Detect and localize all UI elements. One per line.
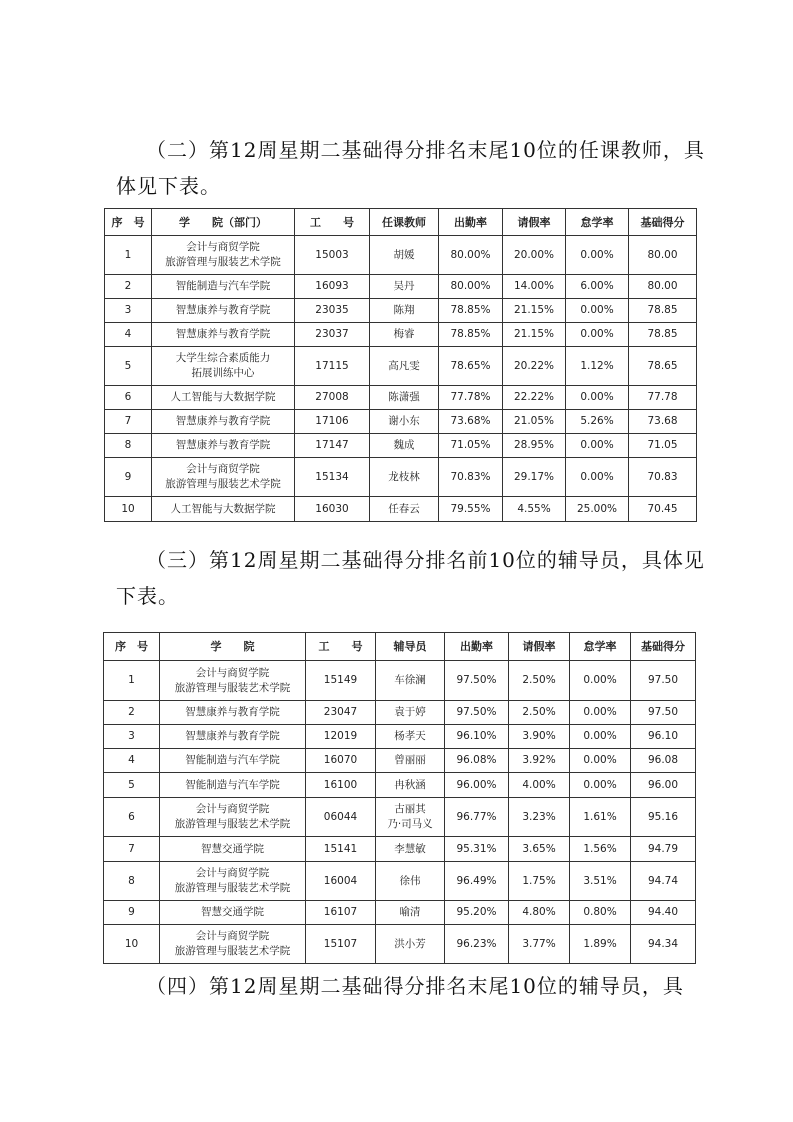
table-cell: 6.00% <box>566 275 629 299</box>
table-row <box>105 386 697 410</box>
table-cell: 8 <box>105 434 152 458</box>
table-cell: 9 <box>105 458 152 497</box>
table-cell: 曾丽丽 <box>376 749 445 773</box>
table-header-row <box>104 633 696 661</box>
table-cell: 71.05 <box>629 434 697 458</box>
paragraph-section-4 <box>116 968 706 1004</box>
table-cell: 3.65% <box>509 837 570 862</box>
table-cell: 谢小东 <box>370 410 439 434</box>
table-cell: 4.55% <box>503 497 566 522</box>
table-cell: 3.51% <box>570 862 631 901</box>
header-cell: 辅导员 <box>376 633 445 661</box>
table-cell: 78.85% <box>439 299 503 323</box>
table-cell: 78.85 <box>629 323 697 347</box>
table-cell: 16093 <box>295 275 370 299</box>
header-cell: 基础得分 <box>629 209 697 236</box>
table-cell: 智慧交通学院 <box>160 901 306 925</box>
table-row <box>104 773 696 798</box>
header-cell: 工 号 <box>295 209 370 236</box>
table-cell: 95.20% <box>445 901 509 925</box>
table-row <box>105 275 697 299</box>
table-cell: 17147 <box>295 434 370 458</box>
table-cell: 徐伟 <box>376 862 445 901</box>
table-cell: 77.78% <box>439 386 503 410</box>
table-cell: 73.68 <box>629 410 697 434</box>
table-row <box>105 458 697 497</box>
table-cell: 16004 <box>306 862 376 901</box>
table-cell: 3.77% <box>509 925 570 964</box>
table-cell: 97.50 <box>631 661 696 701</box>
header-cell: 任课教师 <box>370 209 439 236</box>
table-cell: 洪小芳 <box>376 925 445 964</box>
table-cell: 16070 <box>306 749 376 773</box>
table-cell: 0.00% <box>566 323 629 347</box>
table-cell: 古丽其 乃·司马义 <box>376 798 445 837</box>
table-cell: 23047 <box>306 701 376 725</box>
table-cell: 70.83 <box>629 458 697 497</box>
table-cell: 78.65 <box>629 347 697 386</box>
header-cell: 出勤率 <box>445 633 509 661</box>
paragraph-section-4-text: （四）第12周星期二基础得分排名末尾10位的辅导员，具 <box>146 974 684 998</box>
table-cell: 2 <box>104 701 160 725</box>
table-cell: 10 <box>105 497 152 522</box>
table-cell: 97.50% <box>445 661 509 701</box>
table-cell: 智慧康养与教育学院 <box>160 701 306 725</box>
table-cell: 10 <box>104 925 160 964</box>
header-cell: 序 号 <box>105 209 152 236</box>
header-cell: 学 院（部门） <box>152 209 295 236</box>
table-cell: 0.00% <box>566 299 629 323</box>
table-cell: 96.10 <box>631 725 696 749</box>
table-row <box>104 661 696 701</box>
table-cell: 智慧康养与教育学院 <box>160 725 306 749</box>
table-cell: 12019 <box>306 725 376 749</box>
table-cell: 3 <box>105 299 152 323</box>
table-cell: 22.22% <box>503 386 566 410</box>
table-cell: 73.68% <box>439 410 503 434</box>
table-cell: 车徐澜 <box>376 661 445 701</box>
table-cell: 0.00% <box>566 236 629 275</box>
table-cell: 95.31% <box>445 837 509 862</box>
table-cell: 0.00% <box>570 773 631 798</box>
table-cell: 胡媛 <box>370 236 439 275</box>
table-row <box>104 701 696 725</box>
table-cell: 4 <box>104 749 160 773</box>
table-cell: 9 <box>104 901 160 925</box>
table-cell: 会计与商贸学院 旅游管理与服装艺术学院 <box>160 925 306 964</box>
table-cell: 会计与商贸学院 旅游管理与服装艺术学院 <box>160 862 306 901</box>
table-cell: 任春云 <box>370 497 439 522</box>
table-cell: 94.40 <box>631 901 696 925</box>
table-cell: 3.92% <box>509 749 570 773</box>
table-cell: 智慧康养与教育学院 <box>152 410 295 434</box>
paragraph-section-3 <box>116 542 706 614</box>
table-cell: 3.23% <box>509 798 570 837</box>
table-cell: 25.00% <box>566 497 629 522</box>
table-cell: 95.16 <box>631 798 696 837</box>
table-cell: 会计与商贸学院 旅游管理与服装艺术学院 <box>160 661 306 701</box>
table-cell: 4.00% <box>509 773 570 798</box>
table-cell: 2.50% <box>509 701 570 725</box>
table-cell: 96.10% <box>445 725 509 749</box>
table-cell: 94.34 <box>631 925 696 964</box>
table-cell: 智慧康养与教育学院 <box>152 434 295 458</box>
table-cell: 陈潇强 <box>370 386 439 410</box>
table-row <box>105 299 697 323</box>
table-cell: 7 <box>105 410 152 434</box>
table-cell: 21.05% <box>503 410 566 434</box>
table-cell: 会计与商贸学院 旅游管理与服装艺术学院 <box>160 798 306 837</box>
table-cell: 0.80% <box>570 901 631 925</box>
table-cell: 1 <box>104 661 160 701</box>
header-cell: 请假率 <box>509 633 570 661</box>
table-cell: 15003 <box>295 236 370 275</box>
table-cell: 80.00% <box>439 275 503 299</box>
header-cell: 学 院 <box>160 633 306 661</box>
table-cell: 15107 <box>306 925 376 964</box>
table-cell: 智慧康养与教育学院 <box>152 323 295 347</box>
table-cell: 96.08% <box>445 749 509 773</box>
table-cell: 人工智能与大数据学院 <box>152 386 295 410</box>
table-cell: 96.00% <box>445 773 509 798</box>
table-cell: 80.00% <box>439 236 503 275</box>
table-cell: 0.00% <box>570 725 631 749</box>
table-cell: 智慧交通学院 <box>160 837 306 862</box>
table-cell: 15141 <box>306 837 376 862</box>
table-cell: 会计与商贸学院 旅游管理与服装艺术学院 <box>152 236 295 275</box>
header-cell: 基础得分 <box>631 633 696 661</box>
table-cell: 5 <box>105 347 152 386</box>
table-cell: 0.00% <box>570 661 631 701</box>
teacher-bottom10-table <box>104 208 697 522</box>
header-cell: 工 号 <box>306 633 376 661</box>
table-cell: 23035 <box>295 299 370 323</box>
table-cell: 70.83% <box>439 458 503 497</box>
table-cell: 人工智能与大数据学院 <box>152 497 295 522</box>
header-cell: 序 号 <box>104 633 160 661</box>
paragraph-section-2-text: （二）第12周星期二基础得分排名末尾10位的任课教师，具体见下表。 <box>116 138 705 198</box>
table-cell: 1.89% <box>570 925 631 964</box>
table-cell: 96.23% <box>445 925 509 964</box>
table-cell: 17106 <box>295 410 370 434</box>
table-cell: 28.95% <box>503 434 566 458</box>
table-cell: 94.79 <box>631 837 696 862</box>
paragraph-section-2 <box>116 132 706 204</box>
table-cell: 6 <box>105 386 152 410</box>
table-cell: 智能制造与汽车学院 <box>160 773 306 798</box>
table-cell: 5 <box>104 773 160 798</box>
table-cell: 23037 <box>295 323 370 347</box>
table-cell: 1 <box>105 236 152 275</box>
table-row <box>104 901 696 925</box>
table-cell: 袁于婷 <box>376 701 445 725</box>
header-cell: 怠学率 <box>570 633 631 661</box>
table-cell: 1.56% <box>570 837 631 862</box>
table-cell: 96.49% <box>445 862 509 901</box>
table-row <box>105 323 697 347</box>
table-row <box>105 347 697 386</box>
table-cell: 96.77% <box>445 798 509 837</box>
table-cell: 智能制造与汽车学院 <box>160 749 306 773</box>
table-cell: 29.17% <box>503 458 566 497</box>
table-cell: 15134 <box>295 458 370 497</box>
table-cell: 27008 <box>295 386 370 410</box>
header-cell: 怠学率 <box>566 209 629 236</box>
table-cell: 17115 <box>295 347 370 386</box>
table-row <box>104 837 696 862</box>
table-cell: 冉秋涵 <box>376 773 445 798</box>
table-cell: 0.00% <box>570 701 631 725</box>
table-cell: 0.00% <box>566 386 629 410</box>
table-cell: 会计与商贸学院 旅游管理与服装艺术学院 <box>152 458 295 497</box>
table-cell: 16030 <box>295 497 370 522</box>
table-cell: 梅睿 <box>370 323 439 347</box>
table-cell: 16107 <box>306 901 376 925</box>
table-cell: 21.15% <box>503 299 566 323</box>
table-cell: 20.22% <box>503 347 566 386</box>
table-cell: 智慧康养与教育学院 <box>152 299 295 323</box>
table-cell: 5.26% <box>566 410 629 434</box>
table-cell: 高凡雯 <box>370 347 439 386</box>
table-cell: 2 <box>105 275 152 299</box>
table-cell: 96.08 <box>631 749 696 773</box>
table-cell: 15149 <box>306 661 376 701</box>
table-cell: 97.50 <box>631 701 696 725</box>
table-cell: 80.00 <box>629 275 697 299</box>
table-cell: 智能制造与汽车学院 <box>152 275 295 299</box>
table-cell: 3 <box>104 725 160 749</box>
table-cell: 大学生综合素质能力 拓展训练中心 <box>152 347 295 386</box>
table-cell: 杨孝天 <box>376 725 445 749</box>
table-cell: 78.85 <box>629 299 697 323</box>
table-cell: 0.00% <box>566 458 629 497</box>
table-row <box>105 497 697 522</box>
counselor-top10-table <box>103 632 696 964</box>
table-cell: 8 <box>104 862 160 901</box>
table-row <box>105 236 697 275</box>
table-cell: 0.00% <box>570 749 631 773</box>
table-row <box>105 410 697 434</box>
table-cell: 0.00% <box>566 434 629 458</box>
table-cell: 3.90% <box>509 725 570 749</box>
table-row <box>104 862 696 901</box>
table-cell: 龙枝林 <box>370 458 439 497</box>
table-cell: 陈翔 <box>370 299 439 323</box>
table-cell: 77.78 <box>629 386 697 410</box>
table-row <box>104 798 696 837</box>
table-cell: 6 <box>104 798 160 837</box>
table-cell: 80.00 <box>629 236 697 275</box>
table-row <box>105 434 697 458</box>
table-cell: 78.65% <box>439 347 503 386</box>
table-cell: 21.15% <box>503 323 566 347</box>
table-cell: 吴丹 <box>370 275 439 299</box>
table-header-row <box>105 209 697 236</box>
table-cell: 4.80% <box>509 901 570 925</box>
table-cell: 06044 <box>306 798 376 837</box>
table-cell: 1.75% <box>509 862 570 901</box>
table-cell: 喻清 <box>376 901 445 925</box>
table-cell: 16100 <box>306 773 376 798</box>
header-cell: 出勤率 <box>439 209 503 236</box>
table-cell: 1.12% <box>566 347 629 386</box>
table-cell: 70.45 <box>629 497 697 522</box>
table-cell: 2.50% <box>509 661 570 701</box>
table-cell: 79.55% <box>439 497 503 522</box>
table-cell: 李慧敏 <box>376 837 445 862</box>
table-cell: 1.61% <box>570 798 631 837</box>
table-cell: 94.74 <box>631 862 696 901</box>
paragraph-section-3-text: （三）第12周星期二基础得分排名前10位的辅导员，具体见下表。 <box>116 548 705 608</box>
table-cell: 4 <box>105 323 152 347</box>
table-row <box>104 749 696 773</box>
table-cell: 20.00% <box>503 236 566 275</box>
table-cell: 96.00 <box>631 773 696 798</box>
table-cell: 14.00% <box>503 275 566 299</box>
table-row <box>104 725 696 749</box>
header-cell: 请假率 <box>503 209 566 236</box>
table-cell: 71.05% <box>439 434 503 458</box>
table-cell: 魏成 <box>370 434 439 458</box>
table-cell: 78.85% <box>439 323 503 347</box>
table-cell: 97.50% <box>445 701 509 725</box>
table-cell: 7 <box>104 837 160 862</box>
table-row <box>104 925 696 964</box>
